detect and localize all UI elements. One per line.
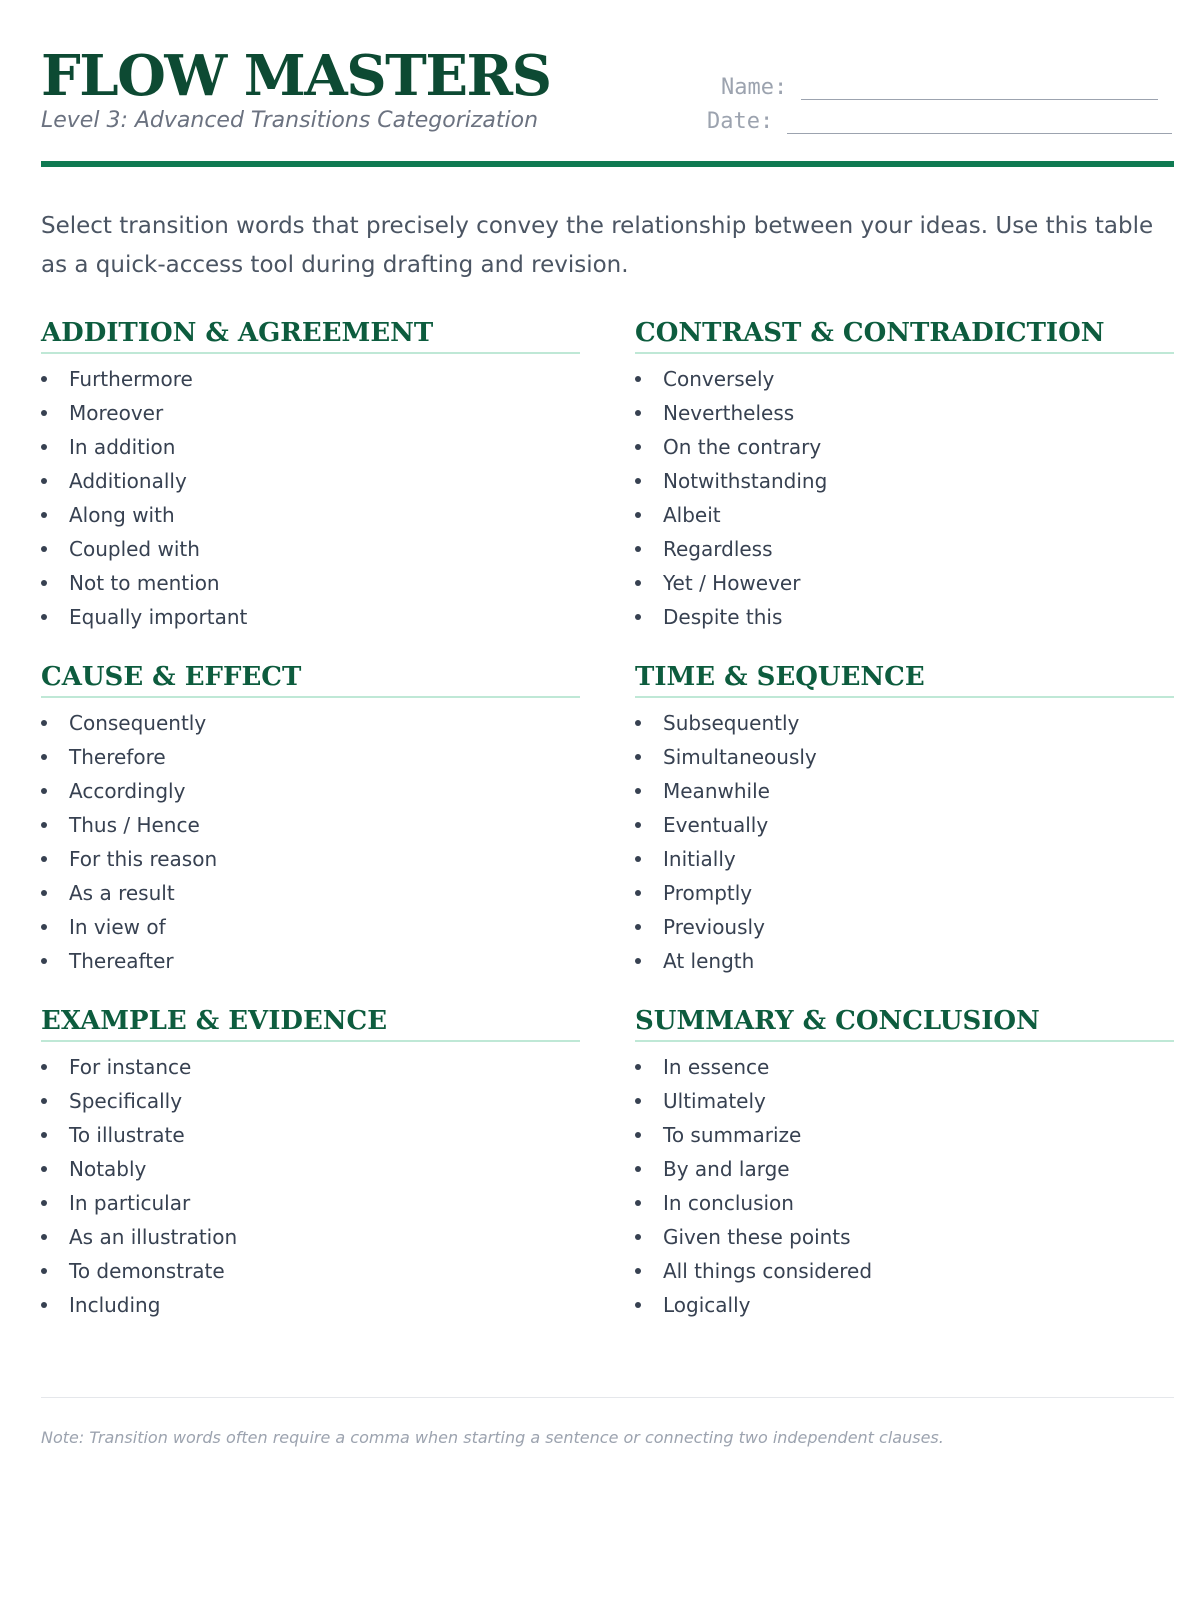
transition-word: All things considered (663, 1259, 873, 1283)
transition-word-item (635, 1186, 1174, 1220)
name-field (721, 75, 1158, 100)
transition-word-item (635, 842, 1174, 876)
date-field (707, 109, 1172, 134)
bullet-icon (635, 788, 641, 794)
bullet-icon (41, 410, 47, 416)
transition-word-item (41, 464, 580, 498)
bullet-icon (41, 376, 47, 382)
transition-word-item (635, 876, 1174, 910)
name-blank-line (801, 75, 1158, 100)
transition-word-list (41, 706, 580, 978)
bullet-icon (635, 1302, 641, 1308)
transition-word: Notably (69, 1157, 147, 1181)
transition-word-item (635, 1288, 1174, 1322)
page-title: FLOW MASTERS (41, 43, 551, 109)
bullet-icon (635, 754, 641, 760)
transition-word-item (41, 362, 580, 396)
transition-word-item (635, 1118, 1174, 1152)
bullet-icon (41, 580, 47, 586)
bullet-icon (41, 478, 47, 484)
date-blank-line (787, 109, 1172, 134)
transition-word-item (41, 430, 580, 464)
bullet-icon (635, 958, 641, 964)
transition-word-list (635, 706, 1174, 978)
transition-word-item (41, 396, 580, 430)
bullet-icon (41, 1302, 47, 1308)
transition-word: In conclusion (663, 1191, 794, 1215)
bullet-icon (41, 1098, 47, 1104)
bullet-icon (41, 1064, 47, 1070)
transition-word-item (635, 464, 1174, 498)
bullet-icon (635, 1200, 641, 1206)
transition-word: Previously (663, 915, 765, 939)
transition-word-item (635, 1084, 1174, 1118)
transition-word: Yet / However (663, 571, 801, 595)
bullet-icon (635, 614, 641, 620)
bullet-icon (635, 856, 641, 862)
header-divider (41, 161, 1174, 167)
transition-word: Along with (69, 503, 175, 527)
transition-word-item (635, 600, 1174, 634)
transition-word-item (635, 1254, 1174, 1288)
transition-word: Eventually (663, 813, 769, 837)
category-title: EXAMPLE & EVIDENCE (41, 1006, 580, 1042)
bullet-icon (635, 376, 641, 382)
page-subtitle: Level 3: Advanced Transitions Categorization (41, 108, 539, 133)
transition-word-item (635, 430, 1174, 464)
worksheet-page (41, 0, 1174, 1447)
category-section (41, 1006, 580, 1322)
transition-word-item (41, 842, 580, 876)
transition-word-item (635, 532, 1174, 566)
transition-word: In addition (69, 435, 176, 459)
bullet-icon (41, 614, 47, 620)
transition-word: Albeit (663, 503, 721, 527)
bullet-icon (41, 1234, 47, 1240)
bullet-icon (635, 1098, 641, 1104)
bullet-icon (41, 512, 47, 518)
transition-word-item (41, 600, 580, 634)
transition-word: Subsequently (663, 711, 800, 735)
transition-word: Accordingly (69, 779, 186, 803)
transition-word: At length (663, 949, 755, 973)
bullet-icon (41, 720, 47, 726)
category-section (635, 318, 1174, 634)
transition-word: For this reason (69, 847, 218, 871)
transition-word: In view of (69, 915, 166, 939)
transition-word: Including (69, 1293, 161, 1317)
transition-word-item (635, 396, 1174, 430)
bullet-icon (41, 444, 47, 450)
bullet-icon (635, 1064, 641, 1070)
transition-word-item (41, 944, 580, 978)
bullet-icon (635, 1234, 641, 1240)
transition-word: Furthermore (69, 367, 193, 391)
transition-word-list (41, 1050, 580, 1322)
transition-word-item (41, 910, 580, 944)
transition-word: In essence (663, 1055, 770, 1079)
worksheet-header (41, 0, 1174, 165)
transition-word: To summarize (663, 1123, 802, 1147)
transition-word-item (635, 1220, 1174, 1254)
bullet-icon (41, 1268, 47, 1274)
transition-word-item (41, 774, 580, 808)
transition-word-item (635, 808, 1174, 842)
bullet-icon (635, 1132, 641, 1138)
bullet-icon (41, 788, 47, 794)
bullet-icon (41, 924, 47, 930)
bullet-icon (41, 1200, 47, 1206)
bullet-icon (41, 958, 47, 964)
transition-word: As an illustration (69, 1225, 238, 1249)
footer-note: Note: Transition words often require a comma when starting a sentence or connecting two independent clauses. (41, 1428, 944, 1447)
transition-word-item (635, 1050, 1174, 1084)
transition-word-list (635, 362, 1174, 634)
transition-word: Logically (663, 1293, 751, 1317)
bullet-icon (635, 478, 641, 484)
transition-word-item (635, 498, 1174, 532)
transition-word: Promptly (663, 881, 753, 905)
transition-word: To illustrate (69, 1123, 185, 1147)
transition-word: Moreover (69, 401, 164, 425)
transition-word: Notwithstanding (663, 469, 828, 493)
transition-word: Simultaneously (663, 745, 817, 769)
transition-word-item (41, 740, 580, 774)
name-label: Name: (721, 75, 788, 100)
bullet-icon (635, 546, 641, 552)
intro-text: Select transition words that precisely convey the relationship between your ideas. Use this table as a quick-access tool during drafting and revision. (41, 213, 1154, 278)
transition-word-item (41, 566, 580, 600)
bullet-icon (635, 822, 641, 828)
transition-word: Specifically (69, 1089, 183, 1113)
bullet-icon (635, 410, 641, 416)
transition-word: By and large (663, 1157, 790, 1181)
transition-word: Conversely (663, 367, 775, 391)
transition-word-item (635, 910, 1174, 944)
transition-word-item (41, 1288, 580, 1322)
transition-word-item (41, 1186, 580, 1220)
transition-word: On the contrary (663, 435, 822, 459)
bullet-icon (635, 1268, 641, 1274)
bullet-icon (41, 822, 47, 828)
transition-word-item (41, 498, 580, 532)
category-section (635, 1006, 1174, 1322)
bullet-icon (635, 444, 641, 450)
transition-word: Meanwhile (663, 779, 770, 803)
bullet-icon (635, 1166, 641, 1172)
category-section (41, 662, 580, 978)
transition-word-list (41, 362, 580, 634)
transition-word-item (635, 1152, 1174, 1186)
transition-word-item (41, 1152, 580, 1186)
category-title: ADDITION & AGREEMENT (41, 318, 580, 354)
category-title: SUMMARY & CONCLUSION (635, 1006, 1174, 1042)
bullet-icon (635, 512, 641, 518)
category-title: CAUSE & EFFECT (41, 662, 580, 698)
transition-word: Ultimately (663, 1089, 766, 1113)
transition-word: Given these points (663, 1225, 851, 1249)
footer-divider (41, 1397, 1174, 1398)
date-label: Date: (707, 109, 774, 134)
transition-word-item (41, 808, 580, 842)
transition-word-item (41, 706, 580, 740)
transition-word-item (41, 1050, 580, 1084)
transition-word: Consequently (69, 711, 207, 735)
bullet-icon (635, 720, 641, 726)
category-title: TIME & SEQUENCE (635, 662, 1174, 698)
transition-word-item (41, 876, 580, 910)
category-title: CONTRAST & CONTRADICTION (635, 318, 1174, 354)
transition-word: Coupled with (69, 537, 200, 561)
transition-word-item (635, 566, 1174, 600)
transition-word: Regardless (663, 537, 773, 561)
transition-word: Thus / Hence (69, 813, 200, 837)
transition-word-item (635, 706, 1174, 740)
transition-word-item (41, 1254, 580, 1288)
transition-word: For instance (69, 1055, 192, 1079)
transition-word-item (635, 774, 1174, 808)
bullet-icon (635, 580, 641, 586)
category-section (635, 662, 1174, 978)
transition-word-list (635, 1050, 1174, 1322)
transition-word: As a result (69, 881, 175, 905)
transition-word: Additionally (69, 469, 187, 493)
transition-word: In particular (69, 1191, 191, 1215)
transition-word: Nevertheless (663, 401, 795, 425)
transition-word-item (41, 532, 580, 566)
transition-word-item (635, 740, 1174, 774)
bullet-icon (41, 856, 47, 862)
bullet-icon (41, 1132, 47, 1138)
bullet-icon (41, 754, 47, 760)
bullet-icon (635, 924, 641, 930)
bullet-icon (41, 1166, 47, 1172)
transition-word: Initially (663, 847, 736, 871)
bullet-icon (635, 890, 641, 896)
transition-word: Equally important (69, 605, 248, 629)
transition-word-item (41, 1220, 580, 1254)
transition-word-item (41, 1118, 580, 1152)
bullet-icon (41, 546, 47, 552)
transition-word-item (635, 944, 1174, 978)
transition-word: Therefore (69, 745, 166, 769)
category-grid (41, 318, 1174, 1322)
transition-word: Despite this (663, 605, 783, 629)
transition-word-item (635, 362, 1174, 396)
category-section (41, 318, 580, 634)
transition-word: To demonstrate (69, 1259, 225, 1283)
bullet-icon (41, 890, 47, 896)
transition-word: Not to mention (69, 571, 220, 595)
transition-word: Thereafter (69, 949, 174, 973)
transition-word-item (41, 1084, 580, 1118)
